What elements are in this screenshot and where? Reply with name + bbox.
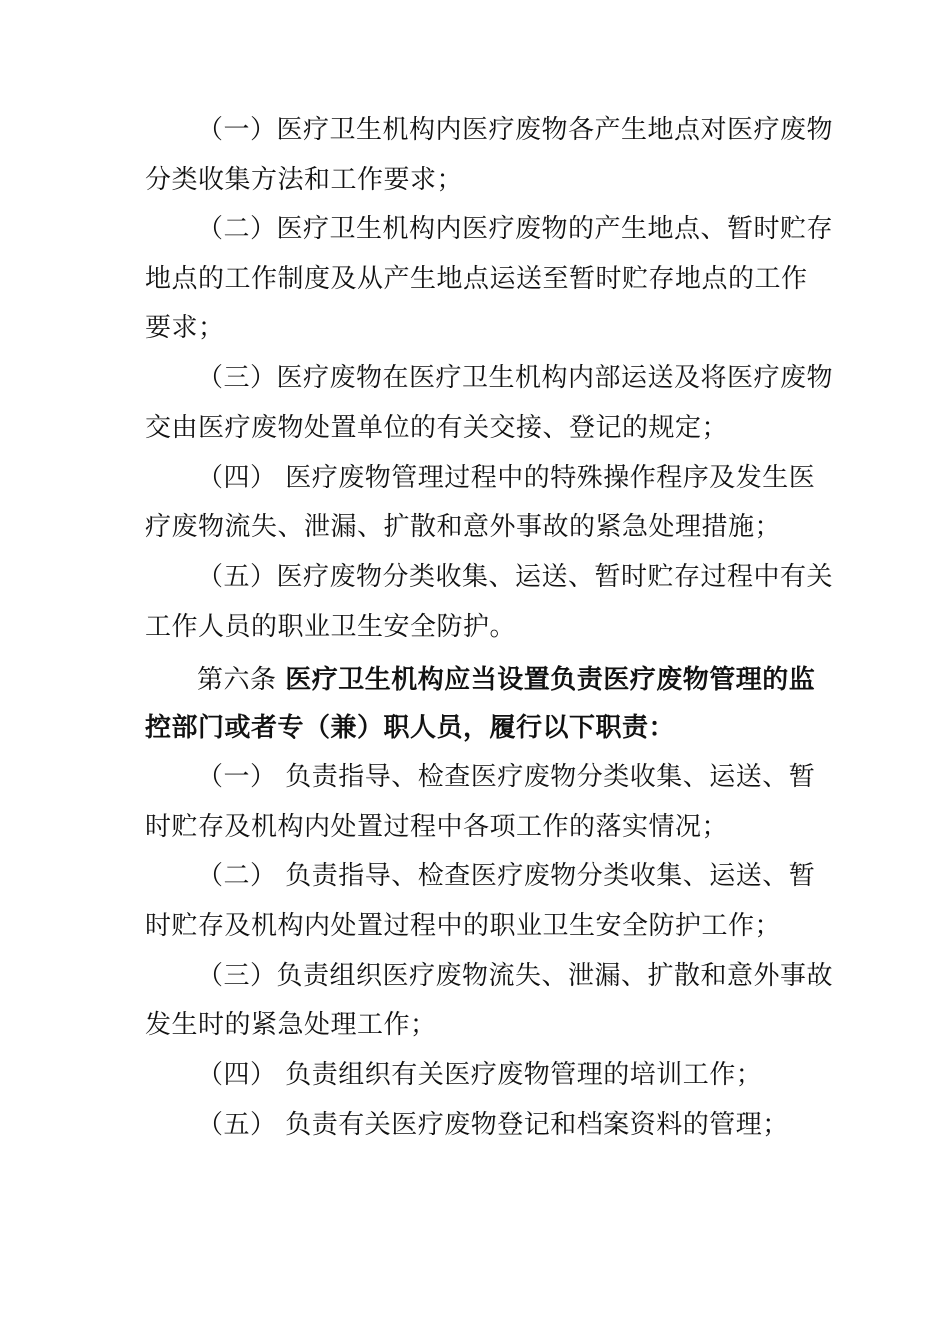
item-5-5-line1: （五）医疗废物分类收集、运送、暂时贮存过程中有关 <box>197 562 834 592</box>
article-6-heading-line2: 控部门或者专（兼）职人员，履行以下职责： <box>145 713 676 743</box>
article-6-heading-line1 <box>197 664 815 696</box>
item-5-5-line2: 工作人员的职业卫生安全防护。 <box>145 612 517 642</box>
item-6-2-line2: 时贮存及机构内处置过程中的职业卫生安全防护工作； <box>145 911 782 941</box>
item-6-3-line1: （三）负责组织医疗废物流失、泄漏、扩散和意外事故 <box>197 961 834 991</box>
item-6-4-line1: （四） 负责组织有关医疗废物管理的培训工作； <box>197 1060 763 1090</box>
item-6-1-line1: （一） 负责指导、检查医疗废物分类收集、运送、暂 <box>197 762 816 792</box>
item-5-4-line2: 疗废物流失、泄漏、扩散和意外事故的紧急处理措施； <box>145 512 782 542</box>
item-5-3-line2: 交由医疗废物处置单位的有关交接、登记的规定； <box>145 413 729 443</box>
article-6-heading-text: 医疗卫生机构应当设置负责医疗废物管理的监 <box>285 665 816 695</box>
item-5-4-line1: （四） 医疗废物管理过程中的特殊操作程序及发生医 <box>197 463 816 493</box>
item-6-1-line2: 时贮存及机构内处置过程中各项工作的落实情况； <box>145 812 729 842</box>
item-5-1-line1: （一）医疗卫生机构内医疗废物各产生地点对医疗废物 <box>197 115 834 145</box>
item-5-2-line3: 要求； <box>145 313 225 343</box>
item-6-5-line1: （五） 负责有关医疗废物登记和档案资料的管理； <box>197 1110 789 1140</box>
item-5-2-line1: （二）医疗卫生机构内医疗废物的产生地点、暂时贮存 <box>197 214 834 244</box>
article-6-label: 第六条 <box>197 665 277 695</box>
item-6-3-line2: 发生时的紧急处理工作； <box>145 1010 437 1040</box>
item-5-1-line2: 分类收集方法和工作要求； <box>145 165 464 195</box>
item-5-2-line2: 地点的工作制度及从产生地点运送至暂时贮存地点的工作 <box>145 264 808 294</box>
item-5-3-line1: （三）医疗废物在医疗卫生机构内部运送及将医疗废物 <box>197 363 834 393</box>
item-6-2-line1: （二） 负责指导、检查医疗废物分类收集、运送、暂 <box>197 861 816 891</box>
